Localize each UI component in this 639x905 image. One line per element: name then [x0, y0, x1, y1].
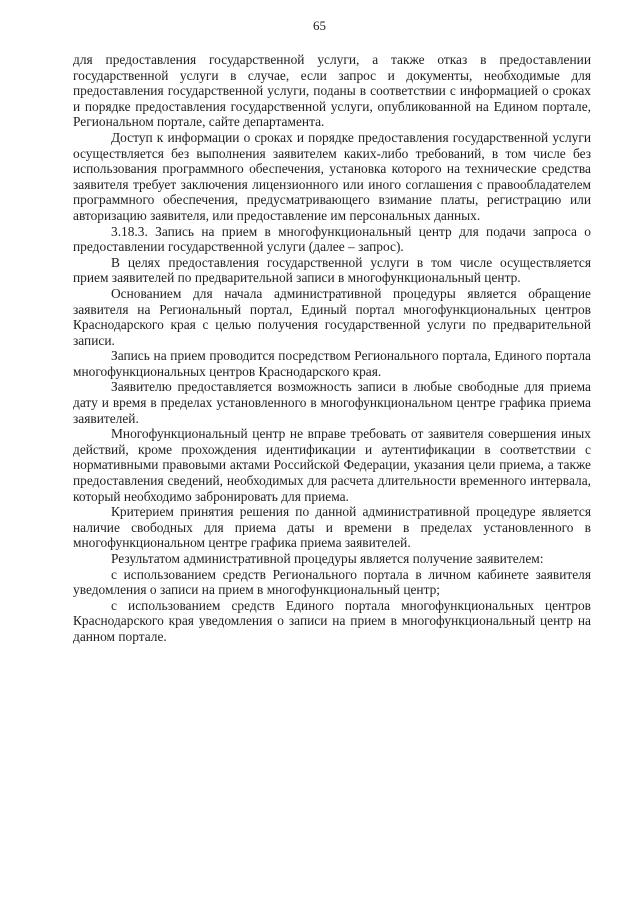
- paragraph-result: Результатом административной процедуры является получение заявителем:: [111, 551, 544, 566]
- paragraph-basis: Основанием для начала административной процедуры является обращение заявителя на Региональный портал, Единый портал многофункциональных центров Краснодарского края с целью получения государственной услуги по предварительной записи.: [73, 285, 591, 348]
- paragraph-preliminary-record: В целях предоставления государственной услуги в том числе осуществляется прием заявителей по предварительной записи в многофункциональный центр.: [73, 254, 591, 286]
- paragraph-result-unified-portal: с использованием средств Единого портала многофункциональных центров Краснодарского края уведомления о записи на прием в многофункциональный центр на данном портале.: [73, 597, 591, 644]
- paragraph-free-slots: Заявителю предоставляется возможность записи в любые свободные для приема дату и время в пределах установленного в многофункциональном центре графика приема заявителей.: [73, 379, 591, 426]
- paragraph-continuation: для предоставления государственной услуги, а также отказ в предоставлении государственной услуги в случае, если запрос и документы, необходимые для предоставления государственной услуги, поданы в соответствии с информацией о сроках и порядке предоставления государственной услуги, опубликованной на Едином портале, Региональном портале, сайте департамента.: [73, 52, 591, 130]
- document-body: [73, 52, 591, 645]
- paragraph-criterion: Критерием принятия решения по данной административной процедуре является наличие свободных для приема даты и времени в пределах установленного в многофункциональном центре графика приема заявителей.: [73, 504, 591, 551]
- paragraph-access-info: Доступ к информации о сроках и порядке предоставления государственной услуги осуществляется без выполнения заявителем каких-либо требований, в том числе без использования программного обеспечения, установка которого на технические средства заявителя требует заключения лицензионного или иного соглашения с правообладателем программного обеспечения, предусматривающего взимание платы, регистрацию или авторизацию заявителя, или предоставление им персональных данных.: [73, 129, 591, 223]
- paragraph-section-3-18-3: 3.18.3. Запись на прием в многофункциональный центр для подачи запроса о предоставлении государственной услуги (далее – запрос).: [73, 223, 591, 255]
- paragraph-mfc-restrictions: Многофункциональный центр не вправе требовать от заявителя совершения иных действий, кроме прохождения идентификации и аутентификации в соответствии с нормативными правовыми актами Российской Федерации, указания цели приема, а также предоставления сведений, необходимых для расчета длительности временного интервала, который необходимо забронировать для приема.: [73, 426, 591, 504]
- page-number: 65: [313, 18, 326, 33]
- paragraph-record-method: Запись на прием проводится посредством Регионального портала, Единого портала многофункциональных центров Краснодарского края.: [73, 348, 591, 379]
- paragraph-result-regional-portal: с использованием средств Регионального портала в личном кабинете заявителя уведомления о записи на прием в многофункциональный центр;: [73, 566, 591, 598]
